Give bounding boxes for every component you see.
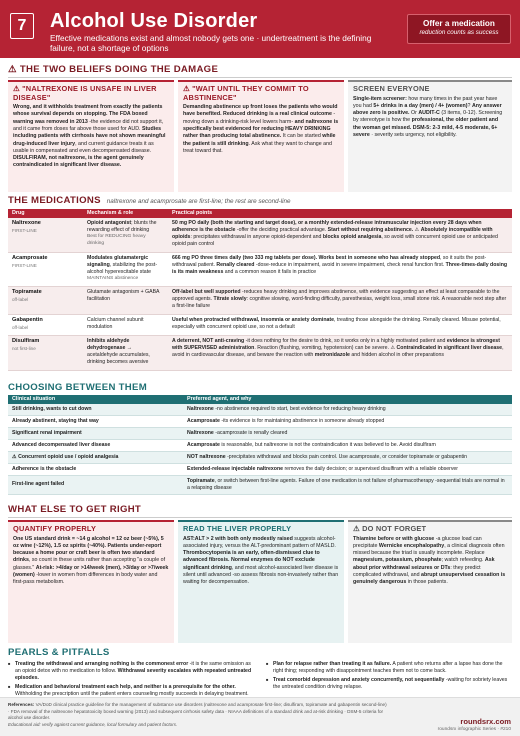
belief-box-text: Demanding abstinence up front loses the patients who would have benefited. Reduced drinking is a real clinical outcome -moving down a drinking-risk level lowers harm- and naltrexone is specifically best evidenced for reducing HEAVY DRINKING rather than producing total abstinence. It can be started while the patient is still drinking. Ask what they want to change and treat toward that. xyxy=(183,104,339,154)
quantify-box-text: One US standard drink = ~14 g alcohol = 12 oz beer (~5%), 5 oz wine (~12%), 1.5 oz spirits (~40%). Patients under-report because a home pour or craft beer is often two standard drinks, so count in these units rather than accepting "a couple of glasses." At-risk: >4/day or >14/week (men), >3/day or >7/week (women) -lower in women from differences in body water and first-pass metabolism. xyxy=(13,535,169,586)
drug-line: off-label xyxy=(12,296,29,302)
medications-subtitle: naltrexone and acamprosate are first-line; the rest are second-line xyxy=(106,198,291,205)
preferred-agent: Acamprosate is reasonable, but naltrexone is not the contraindication it was believed to be. Avoid disulfiram xyxy=(187,442,436,448)
drug-line: off-label xyxy=(12,324,29,330)
screen-box-title: SCREEN EVERYONE xyxy=(353,84,430,93)
drug-name: Disulfiram xyxy=(12,338,40,344)
drug-mechanism: Inhibits aldehyde dehydrogenase → acetaldehyde accumulates, drinking becomes aversive xyxy=(87,338,150,366)
pitfalls-list xyxy=(8,661,512,698)
logo-badge: 7 xyxy=(10,13,34,39)
choosing-table-header xyxy=(8,395,512,404)
table-row xyxy=(8,416,512,428)
beliefs-section-title: ⚠ THE TWO BELIEFS DOING THE DAMAGE xyxy=(8,64,219,75)
page-footer xyxy=(0,697,520,736)
divider xyxy=(8,77,512,78)
callout-subtitle: reduction counts as success xyxy=(419,29,499,37)
situation: Still drinking, wants to cut down xyxy=(12,406,92,412)
medications-table-header xyxy=(8,209,512,218)
drug-mechanism: Modulates glutamatergic signaling, stabilizing the post-alcohol hyperexcitable state MAINTAINS abstinence xyxy=(87,255,158,282)
situation: Adherence is the obstacle xyxy=(12,466,77,472)
forget-box-title: ⚠ DO NOT FORGET xyxy=(353,524,427,533)
belief-box-text: Wrong, and it withholds treatment from exactly the patients whose survival depends on stopping. The FDA boxed warning was removed in 2013 -the evidence did not support it, and it came from doses far above those used for AUD. Studies including patients with cirrhosis have not shown meaningful drug-induced liver injury, and current guidance treats it as usable in compensated and even decompensated disease. DISULFIRAM, not naltrexone, is the agent genuinely contraindicated in significant liver disease. xyxy=(13,104,166,169)
belief-box-naltrexone xyxy=(8,80,174,192)
situation: First-line agent failed xyxy=(12,481,65,488)
table-row xyxy=(8,404,512,416)
belief-box-abstinence xyxy=(178,80,344,192)
site-link[interactable]: roundsrx.com xyxy=(460,717,511,726)
situation: ⚠ Concurrent opioid use / opioid analgesia xyxy=(12,454,119,460)
table-row xyxy=(8,428,512,440)
quantify-box xyxy=(8,520,174,643)
table-row xyxy=(8,287,512,315)
table-row xyxy=(8,218,512,253)
preferred-agent: Acamprosate -its evidence is for maintaining abstinence in someone already stopped xyxy=(187,418,385,424)
list-item: ■ Plan for relapse rather than treating it as failure. A patient who returns after a lapse has done the right thing; responding with disappointment teaches them not to come back. xyxy=(266,661,512,675)
header-agent: Preferred agent, and why xyxy=(187,395,252,402)
medications-section-title: THE MEDICATIONS naltrexone and acamprosate are first-line; the rest are second-line xyxy=(8,195,291,206)
screen-everyone-box xyxy=(348,80,512,192)
page-title: Alcohol Use Disorder xyxy=(50,10,258,32)
list-item: ■ Medication and behavioral treatment each help, and neither is a prerequisite for the other. Withholding the prescription until the patient enters counseling mostly succeeds in delaying treatment. xyxy=(8,684,254,698)
situation: Significant renal impairment xyxy=(12,430,82,436)
belief-box-title: ⚠ "NALTREXONE IS UNSAFE IN LIVER DISEASE" xyxy=(13,84,157,102)
header-situation: Clinical situation xyxy=(12,395,56,402)
do-not-forget-box xyxy=(348,520,512,643)
table-row xyxy=(8,315,512,336)
right-section-title: WHAT ELSE TO GET RIGHT xyxy=(8,504,142,515)
drug-name: Naltrexone xyxy=(12,220,41,226)
situation: Already abstinent, staying that way xyxy=(12,418,99,424)
drug-practical: A deterrent, NOT anti-craving -it does nothing for the desire to drink, so it works only in a highly motivated patient and evidence is strongest with SUPERVISED administration. Reaction (flushing, vomiting, hypotension) can be severe. ⚠ Contraindicated in significant liver disease, avoid in cardiovascular disease, and beware the reaction with metronidazole and hidden alcohol in other preparations xyxy=(172,338,504,359)
table-row xyxy=(8,476,512,495)
list-item: ■ Treating the withdrawal and arranging nothing is the commonest error -it is the same omission as an opioid detox with no medication to follow. Withdrawal severity escalates with repeated untreated episodes. xyxy=(8,661,254,682)
list-item: ■ Treat comorbid depression and anxiety concurrently, not sequentially -waiting for sobriety leaves the untreated condition driving relapse. xyxy=(266,677,512,691)
table-row xyxy=(8,336,512,371)
site-block xyxy=(438,717,511,734)
preferred-agent: Naltrexone -no abstinence required to start, best evidence for reducing heavy drinking xyxy=(187,406,386,412)
liver-box-text: AST:ALT > 2 with both only modestly raised suggests alcohol-associated injury, versus the ALT-predominant pattern of MASLD. Thrombocytopenia is an early, often-dismissed clue to advanced fibrosis. Normal enzymes do NOT exclude significant drinking, and most alcohol-associated liver disease is silent until advanced -so assess fibrosis non-invasively rather than waiting for decompensation. xyxy=(183,535,339,586)
choosing-section-title: CHOOSING BETWEEN THEM xyxy=(8,382,148,393)
table-row xyxy=(8,440,512,452)
preferred-agent: Naltrexone -acamprosate is renally cleared xyxy=(187,430,288,436)
drug-line: not first-line xyxy=(12,345,36,351)
quantify-box-title: QUANTIFY PROPERLY xyxy=(13,524,97,533)
drug-practical: Off-label but well supported -reduces heavy drinking and improves abstinence, with evidence suggesting an effect at least comparable to the approved agents. Titrate slowly: cognitive slowing, word-finding difficulty, paresthesias, weight loss, small stone risk. A reasonable next step after a first-line failure xyxy=(172,289,507,310)
screen-box-text: Single-item screener: how many times in the past year have you had 5+ drinks in a day (men) / 4+ (women)? Any answer above zero is positive. Or AUDIT-C (3 items, 0-12). Screening by stereotype is how the professional, the older patient and the woman get missed. DSM-5: 2-3 mild, 4-5 moderate, 6+ severe · severity sets urgency, not eligibility. xyxy=(353,95,503,138)
preferred-agent: Topiramate, or switch between first-line agents. Failure of one medication is not failure of pharmacotherapy -sequential trials are normal in a relapsing disease xyxy=(187,477,505,491)
drug-line: FIRST-LINE xyxy=(12,227,37,233)
forget-box-text: Thiamine before or with glucose -a glucose load can precipitate Wernicke encephalopathy, a clinical diagnosis often missed because the triad is usually incomplete. Replace magnesium, potassium, phosphate; watch refeeding. Ask about prior withdrawal seizures or DTs: they predict complicated withdrawal, and abrupt unsupervised cessation is genuinely dangerous in those patients. xyxy=(353,535,506,586)
page-subtitle: Effective medications exist and almost nobody gets one · undertreatment is the defining failure, not a shortage of options xyxy=(50,33,372,54)
pitfalls-section-title: PEARLS & PITFALLS xyxy=(8,647,110,658)
references: References: VA/DoD clinical practice guideline for the management of substance use disorders (naltrexone and acamprosate first-line; disulfiram, topiramate and gabapentin second-line) · FDA removal of the naltrexone hepatotoxicity boxed warning (2013) and subsequent cirrhosis safety data · NIAAA definitions of a standard drink and at-risk drinking · DSM-5 criteria for alcohol use disorder. Educational aid: verify against current guidance, local formulary and patient factors. xyxy=(8,702,387,727)
divider xyxy=(8,517,512,518)
preferred-agent: Extended-release injectable naltrexone removes the daily decision; or supervised disulfiram with a reliable observer xyxy=(187,466,459,472)
drug-mechanism: Opioid antagonist; blunts the rewarding effect of drinking Best for REDUCING heavy drinking xyxy=(87,220,157,246)
drug-mechanism: Glutamate antagonism + GABA facilitation xyxy=(87,289,160,303)
drug-name: Gabapentin xyxy=(12,317,43,323)
callout-title: Offer a medication xyxy=(423,19,495,28)
table-row xyxy=(8,464,512,476)
preferred-agent: NOT naltrexone -precipitates withdrawal and blocks pain control. Use acamprosate, or consider topiramate or gabapentin xyxy=(187,454,467,460)
situation: Advanced decompensated liver disease xyxy=(12,442,111,448)
table-row xyxy=(8,452,512,464)
drug-practical: 666 mg PO three times daily (two 333 mg tablets per dose). Works best in someone who has already stopped, so it suits the post-withdrawal patient. Renally cleared -dose-reduce in impairment, avoid in severe impairment, check renal function first. Three-times-daily dosing is its main weakness and a common reason it fails in practice xyxy=(172,255,508,276)
choosing-table xyxy=(8,395,512,495)
belief-box-title: ⚠ "WAIT UNTIL THEY COMMIT TO ABSTINENCE" xyxy=(183,84,309,102)
header-mechanism: Mechanism & role xyxy=(87,209,134,216)
pitfalls-column-left xyxy=(8,661,254,700)
table-row xyxy=(8,253,512,287)
disclaimer: Educational aid: verify against current guidance, local formulary and patient factors. xyxy=(8,721,178,727)
drug-line: FIRST-LINE xyxy=(12,262,37,268)
callout-badge xyxy=(407,14,511,44)
drug-practical: 50 mg PO daily (both the starting and target dose), or a monthly extended-release intramuscular injection every 28 days when adherence is the obstacle -offer the deciding practical advantage. Start without requiring abstinence. ⚠ Absolutely incompatible with opioids: precipitates withdrawal in anyone opioid-dependent and blocks opioid analgesia, so avoid with concurrent opioid use or anticipated opioid pain control xyxy=(172,220,498,248)
liver-box-title: READ THE LIVER PROPERLY xyxy=(183,524,292,533)
header-practical: Practical points xyxy=(172,209,213,216)
drug-practical: Useful when protracted withdrawal, insomnia or anxiety dominate, treating those alongside the drinking. Renally cleared. Misuse potential, especially with concurrent opioid use, so not a default xyxy=(172,317,501,331)
medications-table xyxy=(8,209,512,371)
liver-box xyxy=(178,520,344,643)
drug-name: Topiramate xyxy=(12,289,42,295)
header-drug: Drug xyxy=(12,209,25,216)
drug-name: Acamprosate xyxy=(12,255,48,261)
pitfalls-column-right xyxy=(266,661,512,693)
page-header xyxy=(0,0,520,58)
series-label: roundsrx infographic Series · #210 xyxy=(437,727,511,733)
drug-mechanism: Calcium channel subunit modulation xyxy=(87,317,144,331)
